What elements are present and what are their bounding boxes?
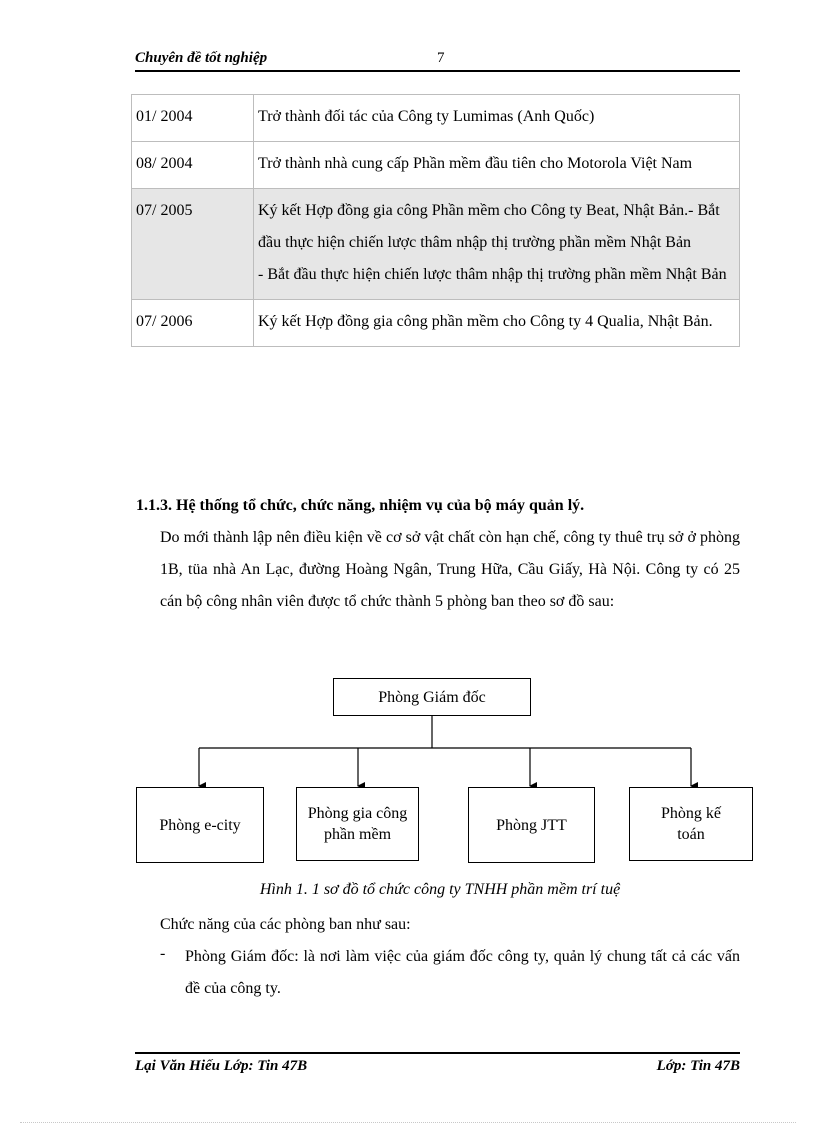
org-node-root: Phòng Giám đốc xyxy=(333,678,531,716)
table-cell-date: 07/ 2005 xyxy=(132,189,254,300)
list-item: Phòng Giám đốc: là nơi làm việc của giám đốc công ty, quản lý chung tất cả các vấn đề của công ty. xyxy=(185,948,740,997)
event-line: - Bắt đầu thực hiện chiến lược thâm nhập thị trường phần mềm Nhật Bản xyxy=(258,266,727,283)
section-paragraph: Do mới thành lập nên điều kiện về cơ sở vật chất còn hạn chế, công ty thuê trụ sở ở phòng 1B, tüa nhà An Lạc, đường Hoàng Ngân, Trung Hữa, Cầu Giấy, Hà Nội. Công ty có 25 cán bộ công nhân viên được tổ chức thành 5 phòng ban theo sơ đồ sau: xyxy=(160,529,740,610)
table-cell-date: 01/ 2004 xyxy=(132,95,254,142)
table-cell-date: 08/ 2004 xyxy=(132,142,254,189)
header-title: Chuyên đề tốt nghiệp xyxy=(135,50,268,66)
event-line: Ký kết Hợp đồng gia công phần mềm cho Công ty 4 Qualia, Nhật Bản. xyxy=(258,313,713,330)
org-node-ecity: Phòng e-city xyxy=(136,787,264,863)
figure-caption: Hình 1. 1 sơ đồ tổ chức công ty TNHH phần mềm trí tuệ xyxy=(259,881,621,898)
page-number: 7 xyxy=(437,50,445,66)
section-heading: 1.1.3. Hệ thống tổ chức, chức năng, nhiệm vụ của bộ máy quản lý. xyxy=(136,497,585,514)
footer-author: Lại Văn Hiếu Lớp: Tin 47B xyxy=(135,1058,308,1074)
event-line: Ký kết Hợp đồng gia công Phần mềm cho Công ty Beat, Nhật Bản.- Bắt đầu thực hiện chiến lược thâm nhập thị trường phần mềm Nhật Bản xyxy=(258,202,720,251)
org-node-accounting: Phòng kế toán xyxy=(629,787,753,861)
functions-intro: Chức năng của các phòng ban như sau: xyxy=(160,916,411,933)
footer-class: Lớp: Tin 47B xyxy=(656,1058,740,1074)
event-line: Trở thành đối tác của Công ty Lumimas (Anh Quốc) xyxy=(258,108,595,125)
footer-rule xyxy=(135,1052,740,1054)
org-node-jtt: Phòng JTT xyxy=(468,787,595,863)
event-line: Trở thành nhà cung cấp Phần mềm đầu tiên cho Motorola Việt Nam xyxy=(258,155,693,172)
table-cell-date: 07/ 2006 xyxy=(132,300,254,347)
bullet-dash: - xyxy=(160,945,166,962)
org-node-software: Phòng gia công phần mềm xyxy=(296,787,419,861)
